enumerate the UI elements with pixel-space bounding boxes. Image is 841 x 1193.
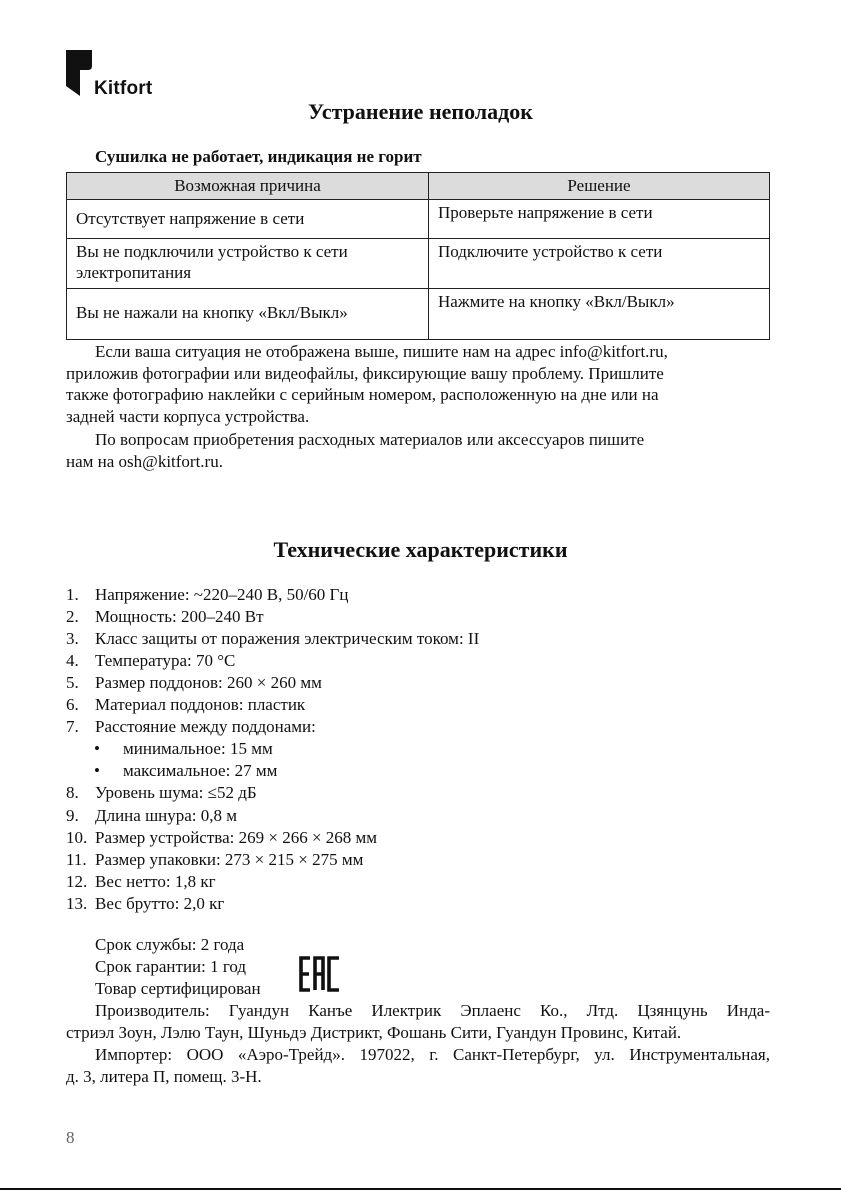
item-number: 7. [66, 717, 79, 737]
brand-name: Kitfort [94, 78, 153, 99]
bullet: • [94, 761, 100, 781]
solution-cell: Нажмите на кнопку «Вкл/Выкл» [429, 289, 770, 340]
contact-line: приложив фотографии или видеофайлы, фиксирующие вашу проблему. Пришлите [66, 364, 664, 383]
item-number: 10. [66, 827, 88, 847]
troubleshooting-subtitle: Сушилка не работает, индикация не горит [95, 147, 422, 166]
solution-cell: Проверьте напряжение в сети [429, 200, 770, 239]
cause-cell: Отсутствует напряжение в сети [67, 200, 429, 239]
service-life: Срок службы: 2 года [95, 935, 245, 954]
spec-text: Уровень шума: ≤52 дБ [95, 783, 257, 803]
spec-text: Вес нетто: 1,8 кг [95, 871, 216, 891]
page-number: 8 [66, 1128, 75, 1147]
contact-line: задней части корпуса устройства. [66, 407, 310, 426]
spec-text: Температура: 70 °C [95, 651, 236, 671]
spec-text: максимальное: 27 мм [123, 761, 278, 781]
item-number: 13. [66, 893, 88, 913]
table-header-row [67, 173, 770, 200]
item-number: 11. [66, 849, 87, 869]
spec-text: Размер поддонов: 260 × 260 мм [95, 673, 322, 693]
manufacturer-line: стриэл Зоун, Лэлю Таун, Шуньдэ Дистрикт, Фошань Сити, Гуандун Провинс, Китай. [66, 1023, 682, 1042]
cause-line: Вы не подключили устройство к сети [76, 242, 348, 261]
item-number: 2. [66, 607, 79, 627]
item-number: 8. [66, 783, 79, 803]
spec-text: Вес брутто: 2,0 кг [95, 893, 225, 913]
certified: Товар сертифицирован [95, 979, 261, 998]
supplies-line: По вопросам приобретения расходных материалов или аксессуаров пишите [95, 430, 645, 449]
spec-text: Мощность: 200–240 Вт [95, 607, 264, 627]
cause-line: электропитания [76, 263, 192, 282]
column-header-solution: Решение [429, 173, 770, 200]
spec-text: Размер устройства: 269 × 266 × 268 мм [95, 827, 378, 847]
spec-text: Напряжение: ~220–240 В, 50/60 Гц [95, 585, 349, 604]
importer-line: д. 3, литера П, помещ. 3-Н. [66, 1067, 262, 1086]
manufacturer-line: Производитель: Гуандун Канъе Илектрик Эплаенс Ко., Лтд. Цзянцунь Инда- [95, 1001, 770, 1020]
troubleshooting-table [66, 172, 770, 340]
table-row [67, 289, 770, 340]
item-number: 9. [66, 805, 79, 825]
spec-text: Класс защиты от поражения электрическим током: II [95, 629, 480, 649]
warranty: Срок гарантии: 1 год [95, 957, 247, 976]
table-row [67, 200, 770, 239]
brand-logo [66, 50, 166, 100]
bullet: • [94, 739, 100, 759]
cause-cell: Вы не нажали на кнопку «Вкл/Выкл» [67, 289, 429, 340]
spec-text: Длина шнура: 0,8 м [95, 805, 238, 825]
solution-cell: Подключите устройство к сети [429, 239, 770, 289]
spec-text: Размер упаковки: 273 × 215 × 275 мм [95, 849, 364, 869]
supplies-line: нам на osh@kitfort.ru. [66, 452, 223, 471]
spec-text: Расстояние между поддонами: [95, 717, 316, 737]
item-number: 4. [66, 651, 79, 671]
specs-title: Технические характеристики [273, 537, 568, 562]
eac-mark-icon [299, 956, 341, 992]
importer-line: Импортер: ООО «Аэро-Трейд». 197022, г. Санкт-Петербург, ул. Инструментальная, [95, 1045, 770, 1064]
table-row [67, 239, 770, 289]
cause-cell [67, 239, 429, 289]
item-number: 6. [66, 695, 79, 715]
spec-text: Материал поддонов: пластик [95, 695, 306, 715]
troubleshooting-title: Устранение неполадок [308, 99, 533, 124]
bottom-rule [0, 1188, 841, 1190]
spec-text: минимальное: 15 мм [123, 739, 273, 759]
item-number: 1. [66, 585, 79, 604]
contact-line: Если ваша ситуация не отображена выше, пишите нам на адрес info@kitfort.ru, [95, 342, 668, 361]
kitfort-logo-icon [66, 50, 96, 98]
column-header-cause: Возможная причина [67, 173, 429, 200]
item-number: 12. [66, 871, 88, 891]
item-number: 3. [66, 629, 79, 649]
contact-line: также фотографию наклейки с серийным номером, расположенную на дне или на [66, 385, 659, 404]
item-number: 5. [66, 673, 79, 693]
